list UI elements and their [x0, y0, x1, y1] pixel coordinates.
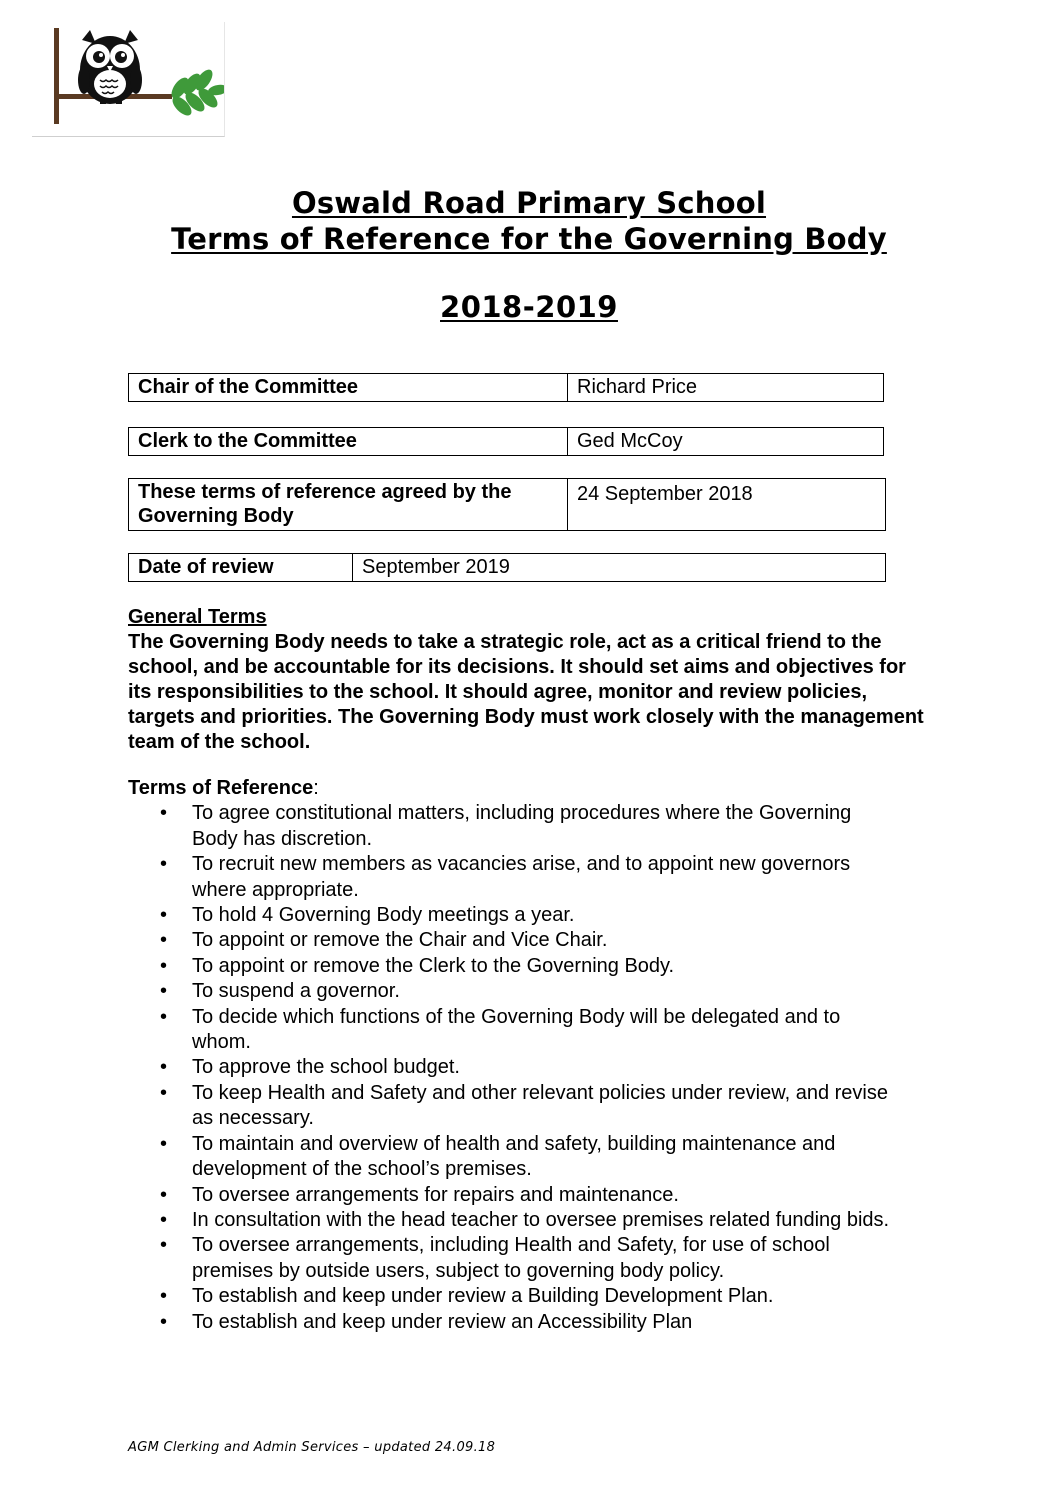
- terms-of-reference-section: [128, 776, 928, 1335]
- list-item: • To hold 4 Governing Body meetings a year.: [128, 903, 898, 928]
- list-item: • To agree constitutional matters, including procedures where the Governing Body has discretion.: [128, 801, 898, 852]
- terms-heading-colon: :: [313, 777, 319, 799]
- review-value: September 2019: [353, 554, 886, 582]
- chair-table: [128, 373, 884, 402]
- chair-value: Richard Price: [568, 374, 884, 402]
- school-logo: [32, 22, 225, 137]
- agreed-label: These terms of reference agreed by the Governing Body: [129, 479, 568, 531]
- list-item: • To oversee arrangements for repairs and maintenance.: [128, 1183, 898, 1208]
- list-item: • To decide which functions of the Governing Body will be delegated and to whom.: [128, 1005, 898, 1056]
- agreed-table: [128, 478, 886, 531]
- document-title: Terms of Reference for the Governing Body: [171, 222, 887, 256]
- general-terms-heading: General Terms: [128, 606, 267, 628]
- list-item: • In consultation with the head teacher to oversee premises related funding bids.: [128, 1208, 898, 1233]
- review-label: Date of review: [129, 554, 353, 582]
- terms-list: [128, 801, 928, 1335]
- agreed-value: 24 September 2018: [568, 479, 886, 531]
- page-footer: AGM Clerking and Admin Services – updated 24.09.18: [128, 1440, 496, 1455]
- list-item: • To oversee arrangements, including Health and Safety, for use of school premises by outside users, subject to governing body policy.: [128, 1233, 898, 1284]
- review-table: [128, 553, 886, 582]
- general-terms-text: The Governing Body needs to take a strategic role, act as a critical friend to the school, and be accountable for its decisions. It should set aims and objectives for its responsibilities to the school. It should agree, monitor and review policies, targets and priorities. The Governing Body must work closely with the management team of the school.: [128, 631, 924, 753]
- clerk-table: [128, 427, 884, 456]
- list-item: • To establish and keep under review a Building Development Plan.: [128, 1284, 898, 1309]
- terms-of-reference-heading: Terms of Reference: [128, 777, 314, 799]
- list-item: • To approve the school budget.: [128, 1055, 898, 1080]
- chair-label: Chair of the Committee: [129, 374, 568, 402]
- academic-year-title: 2018-2019: [440, 290, 618, 324]
- clerk-label: Clerk to the Committee: [129, 428, 568, 456]
- list-item: • To appoint or remove the Clerk to the Governing Body.: [128, 954, 898, 979]
- list-item: • To appoint or remove the Chair and Vice Chair.: [128, 928, 898, 953]
- owl-on-branch-icon: [32, 22, 224, 136]
- list-item: • To keep Health and Safety and other relevant policies under review, and revise as necessary.: [128, 1081, 898, 1132]
- list-item: • To recruit new members as vacancies arise, and to appoint new governors where appropriate.: [128, 852, 898, 903]
- general-terms-section: [128, 605, 928, 755]
- list-item: • To maintain and overview of health and safety, building maintenance and development of the school’s premises.: [128, 1132, 898, 1183]
- clerk-value: Ged McCoy: [568, 428, 884, 456]
- school-name-title: Oswald Road Primary School: [291, 186, 767, 220]
- list-item: • To suspend a governor.: [128, 979, 898, 1004]
- list-item: • To establish and keep under review an Accessibility Plan: [128, 1310, 898, 1335]
